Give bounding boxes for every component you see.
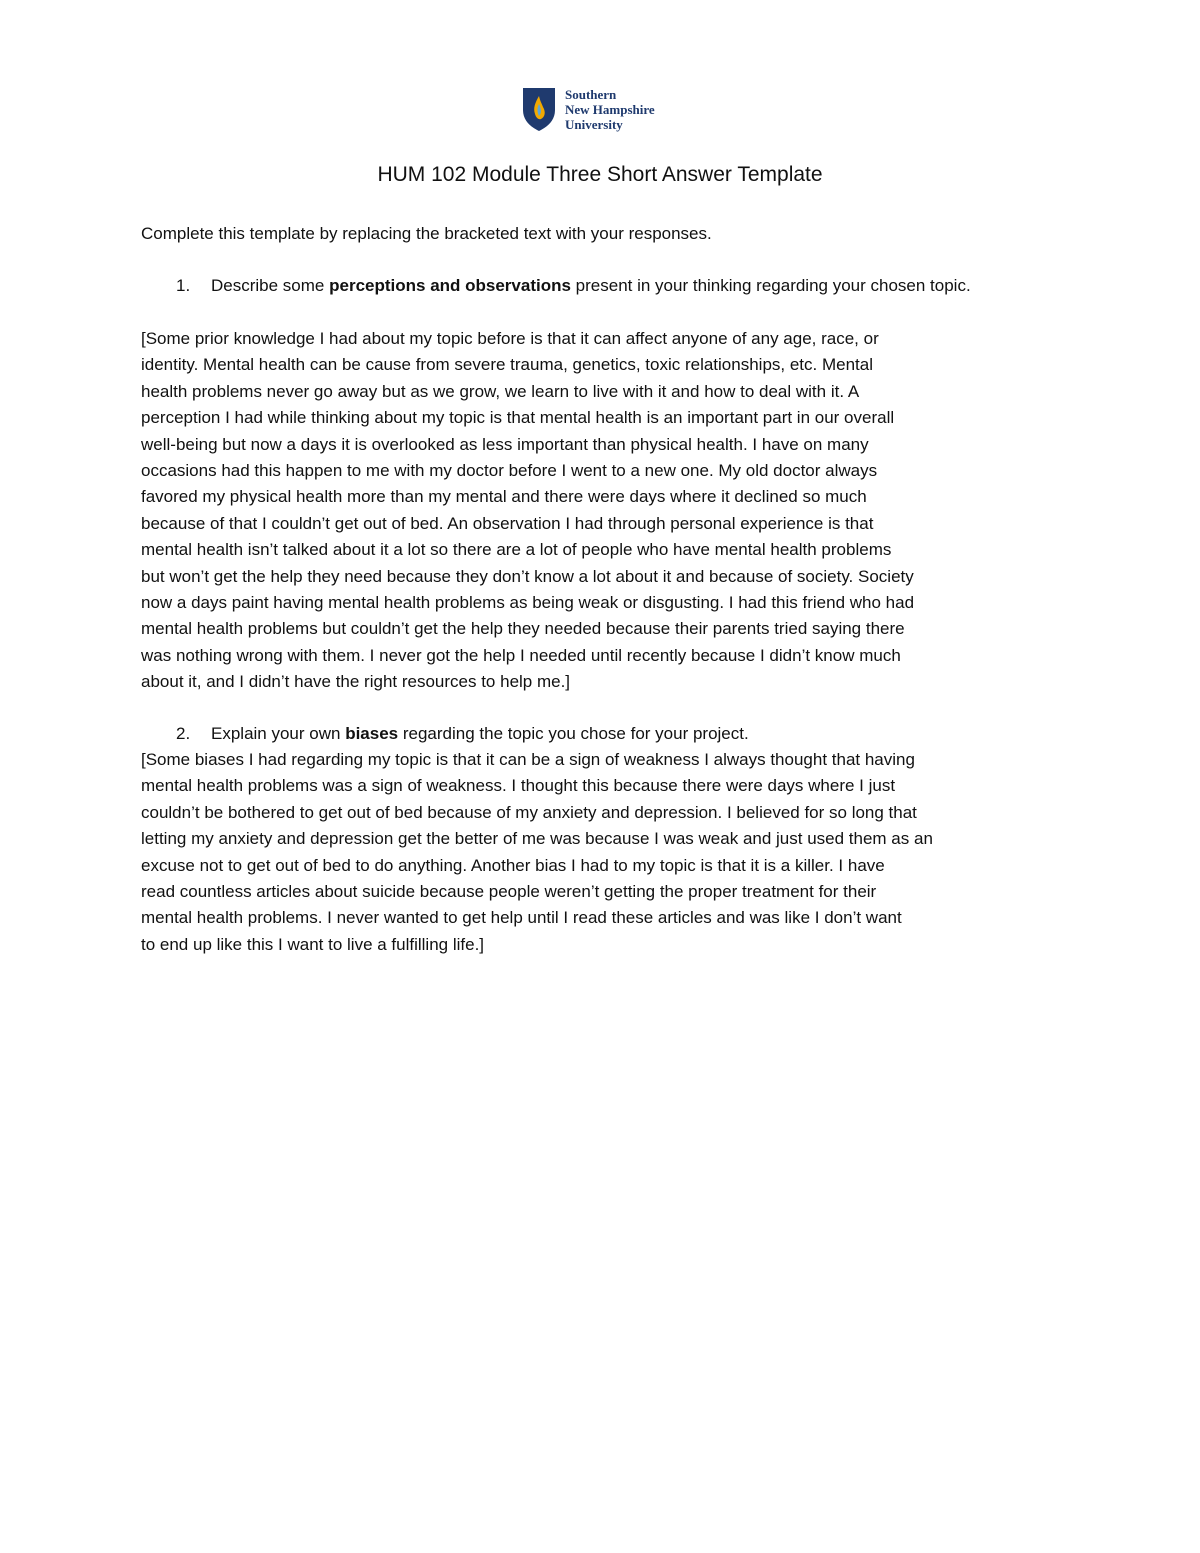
logo-line-2: New Hampshire (565, 101, 655, 117)
answer-line: read countless articles about suicide because people weren’t getting the proper treatment for their (141, 882, 877, 902)
answer-2 (141, 747, 1063, 958)
answer-line: to end up like this I want to live a fulfilling life.] (141, 934, 485, 954)
question-post: present in your thinking regarding your chosen topic. (570, 276, 971, 295)
question-2 (176, 721, 1056, 747)
question-bold: perceptions and observations (329, 276, 571, 295)
question-post: regarding the topic you chose for your project. (398, 724, 749, 743)
answer-line: excuse not to get out of bed to do anything. Another bias I had to my topic is that it is a killer. I have (141, 855, 885, 875)
shield-flame-icon (521, 86, 557, 132)
answer-line: was nothing wrong with them. I never got the help I needed until recently because I didn’t know much (141, 645, 901, 665)
answer-line: letting my anxiety and depression get the better of me was because I was weak and just used them as an (141, 829, 933, 849)
answer-line: well-being but now a days it is overlooked as less important than physical health. I have on many (141, 434, 869, 454)
question-pre: Describe some (211, 276, 330, 295)
answer-line: mental health problems was a sign of weakness. I thought this because there were days where I just (141, 776, 896, 796)
question-number: 1. (176, 276, 191, 295)
answer-line: favored my physical health more than my mental and there were days where it declined so much (141, 487, 867, 507)
answer-line: about it, and I didn’t have the right resources to help me.] (141, 672, 571, 692)
answer-line: because of that I couldn’t get out of bed. An observation I had through personal experience is that (141, 513, 874, 533)
question-bold: biases (345, 724, 399, 743)
university-logo (521, 84, 691, 134)
answer-line: occasions had this happen to me with my doctor before I went to a new one. My old doctor always (141, 461, 878, 481)
answer-line: mental health isn’t talked about it a lot so there are a lot of people who have mental health problems (141, 540, 892, 560)
instructions-text: Complete this template by replacing the bracketed text with your responses. (141, 224, 712, 243)
answer-line: couldn’t be bothered to get out of bed because of my anxiety and depression. I believed for so long that (141, 802, 917, 822)
answer-line: health problems never go away but as we grow, we learn to live with it and how to deal with it. A (141, 381, 860, 401)
question-1 (176, 273, 1056, 299)
logo-wordmark (565, 87, 655, 132)
question-pre: Explain your own (211, 724, 346, 743)
answer-line: mental health problems but couldn’t get the help they needed because their parents tried saying there (141, 619, 905, 639)
answer-line: but won’t get the help they need because they don’t know a lot about it and because of society. Society (141, 566, 914, 586)
logo-line-1: Southern (565, 86, 617, 102)
answer-line: now a days paint having mental health problems as being weak or disgusting. I had this friend who had (141, 593, 915, 613)
answer-line: [Some prior knowledge I had about my topic before is that it can affect anyone of any age, race, or (141, 329, 879, 348)
answer-line: [Some biases I had regarding my topic is that it can be a sign of weakness I always thought that having (141, 750, 915, 769)
question-text (211, 721, 1056, 747)
answer-line: perception I had while thinking about my topic is that mental health is an important part in our overall (141, 408, 895, 428)
document-title: HUM 102 Module Three Short Answer Template (377, 163, 823, 186)
question-number: 2. (176, 724, 191, 743)
logo-line-3: University (565, 116, 623, 132)
answer-line: mental health problems. I never wanted to get help until I read these articles and was like I don’t want (141, 908, 902, 928)
question-text (211, 273, 1056, 299)
answer-1 (141, 326, 1063, 696)
answer-line: identity. Mental health can be cause from severe trauma, genetics, toxic relationships, etc. Mental (141, 355, 873, 375)
